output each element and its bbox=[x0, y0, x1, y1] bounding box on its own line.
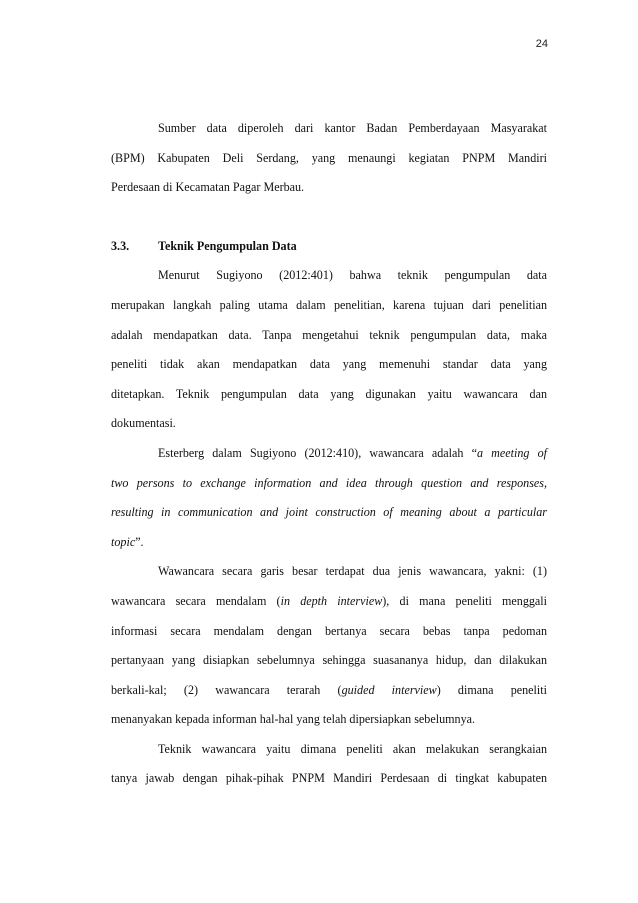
paragraph-line: Sumber data diperoleh dari kantor Badan Pemberdayaan Masyarakat bbox=[158, 121, 547, 135]
paragraph-line: adalah mendapatkan data. Tanpa mengetahui teknik pengumpulan data, maka bbox=[111, 327, 547, 342]
section-number: 3.3. bbox=[111, 238, 130, 253]
paragraph-line: (BPM) Kabupaten Deli Serdang, yang menaungi kegiatan PNPM Mandiri bbox=[111, 150, 547, 165]
paragraph-line bbox=[111, 469, 547, 499]
quote-close: ”. bbox=[135, 534, 144, 549]
text-run: ) dimana peneliti bbox=[436, 682, 547, 697]
text-run: wawancara secara mendalam ( bbox=[111, 593, 281, 608]
paragraph-line: Teknik wawancara yaitu dimana peneliti akan melakukan serangkaian bbox=[158, 741, 547, 756]
quote-text: resulting in communication and joint construction of meaning about a particular bbox=[111, 505, 547, 520]
italic-term: guided interview bbox=[341, 682, 437, 697]
paragraph-line bbox=[111, 587, 547, 617]
italic-term: in depth interview bbox=[280, 593, 383, 608]
paragraph-line: menanyakan kepada informan hal-hal yang telah dipersiapkan sebelumnya. bbox=[111, 712, 476, 727]
paragraph-line: informasi secara mendalam dengan bertanya secara bebas tanpa pedoman bbox=[111, 623, 547, 638]
paragraph-line: ditetapkan. Teknik pengumpulan data yang digunakan yaitu wawancara dan bbox=[111, 386, 547, 401]
quote-text: a meeting of bbox=[476, 445, 547, 460]
text-run: berkali-kal; (2) wawancara terarah ( bbox=[111, 682, 342, 697]
page-body bbox=[111, 114, 547, 794]
paragraph-line: tanya jawab dengan pihak-pihak PNPM Mandiri Perdesaan di tingkat kabupaten bbox=[111, 771, 547, 786]
quote-text: topic bbox=[111, 534, 136, 549]
paragraph-line bbox=[111, 498, 547, 528]
paragraph-line bbox=[111, 439, 547, 469]
paragraph-line: Menurut Sugiyono (2012:401) bahwa teknik pengumpulan data bbox=[158, 268, 547, 283]
quote-intro: Esterberg dalam Sugiyono (2012:410), wawancara adalah “ bbox=[158, 445, 477, 460]
paragraph-line: pertanyaan yang disiapkan sebelumnya sehingga suasananya hidup, dan dilakukan bbox=[111, 653, 547, 668]
page-number: 24 bbox=[535, 38, 548, 50]
paragraph-line: peneliti tidak akan mendapatkan data yang memenuhi standar data yang bbox=[111, 357, 547, 372]
paragraph-line: merupakan langkah paling utama dalam penelitian, karena tujuan dari penelitian bbox=[111, 297, 547, 312]
paragraph-line: Perdesaan di Kecamatan Pagar Merbau. bbox=[111, 180, 305, 195]
section-heading bbox=[111, 232, 547, 262]
paragraph-line bbox=[111, 676, 547, 706]
paragraph-line: Wawancara secara garis besar terdapat dua jenis wawancara, yakni: (1) bbox=[158, 564, 547, 579]
paragraph-line: dokumentasi. bbox=[111, 416, 176, 431]
paragraph-line bbox=[111, 528, 547, 558]
quote-text: two persons to exchange information and idea through question and responses, bbox=[111, 475, 547, 490]
section-title: Teknik Pengumpulan Data bbox=[158, 238, 297, 253]
text-run: ), di mana peneliti menggali bbox=[382, 593, 548, 608]
